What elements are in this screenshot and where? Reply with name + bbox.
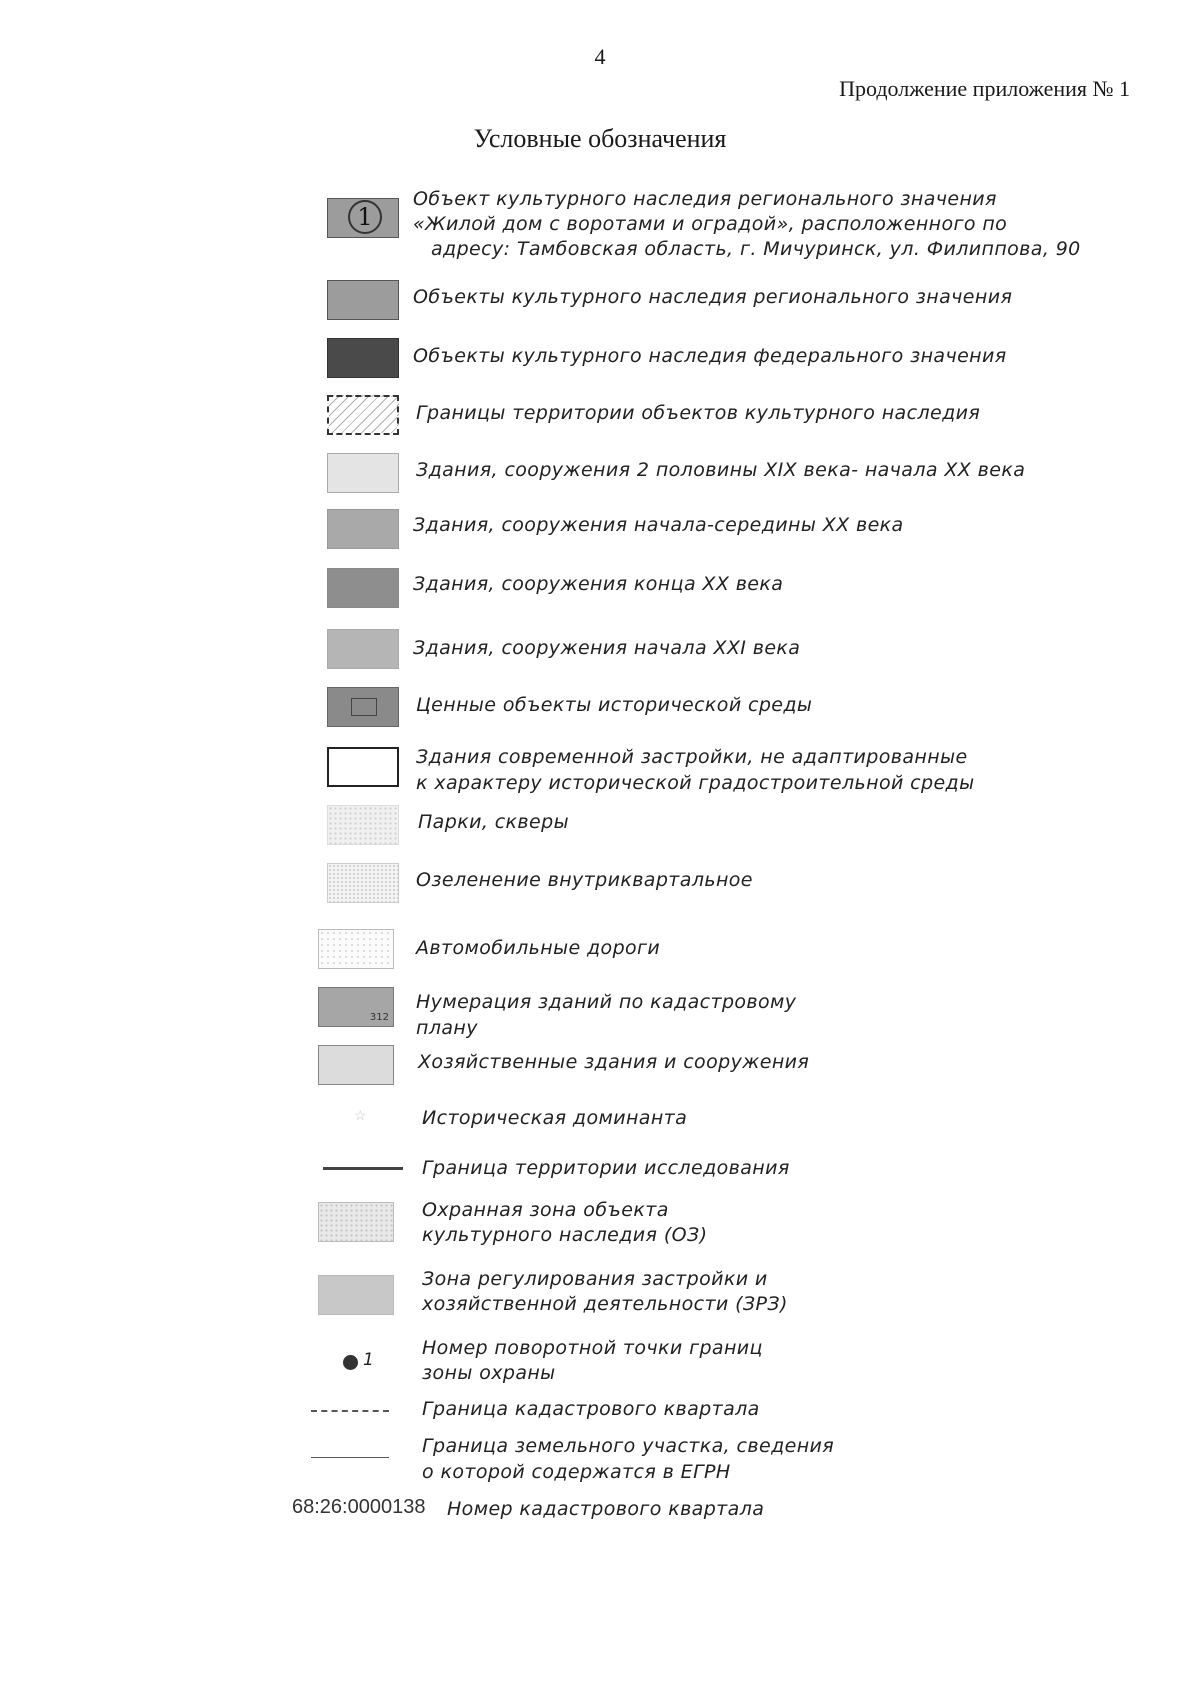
study-boundary-line [323, 1167, 403, 1170]
building-number-sample: 312 [369, 1012, 389, 1023]
regulation-zone-label-line1: Зона регулирования застройки и [422, 1268, 768, 1290]
buildings-21c-label: Здания, сооружения начала XXI века [413, 637, 801, 659]
turning-point-label-line1: Номер поворотной точки границ [422, 1337, 763, 1359]
land-plot-boundary-line [311, 1457, 389, 1458]
territory-bounds-label: Границы территории объектов культурного наследия [416, 402, 981, 424]
heritage-object-label-line1: Объект культурного наследия регионального значения [413, 188, 997, 210]
land-plot-boundary-label-line1: Граница земельного участка, сведения [422, 1435, 835, 1457]
parks-swatch [327, 805, 399, 845]
heritage-object-label-line3: адресу: Тамбовская область, г. Мичуринск, ул. Филиппова, 90 [431, 238, 1081, 260]
regulation-zone-label-line2: хозяйственной деятельности (ЗРЗ) [422, 1293, 788, 1315]
turning-point-number: 1 [363, 1350, 374, 1370]
buildings-19c-swatch [327, 453, 399, 493]
star-icon: ☆ [354, 1109, 367, 1124]
page-number: 4 [594, 44, 606, 69]
modern-buildings-label-line1: Здания современной застройки, не адаптированные [416, 746, 968, 768]
appendix-continuation: Продолжение приложения № 1 [839, 76, 1130, 101]
roads-label: Автомобильные дороги [416, 937, 661, 959]
federal-heritage-swatch [327, 338, 399, 378]
regional-heritage-swatch [327, 280, 399, 320]
dominant-label: Историческая доминанта [422, 1107, 688, 1129]
buildings-20c-end-swatch [327, 568, 399, 608]
valuable-objects-label: Ценные объекты исторической среды [416, 694, 813, 716]
cadastral-quarter-number-label: Номер кадастрового квартала [447, 1498, 765, 1520]
cadastral-numbering-swatch [318, 987, 394, 1027]
study-boundary-label: Граница территории исследования [422, 1157, 790, 1179]
protection-zone-label-line2: культурного наследия (ОЗ) [422, 1224, 708, 1246]
protection-zone-swatch [318, 1202, 394, 1242]
regulation-zone-swatch [318, 1275, 394, 1315]
buildings-20c-mid-swatch [327, 509, 399, 549]
roads-swatch [318, 929, 394, 969]
turning-point-dot-icon [343, 1355, 358, 1370]
object-number-circle: 1 [348, 200, 382, 234]
protection-zone-label-line1: Охранная зона объекта [422, 1199, 669, 1221]
greening-swatch [327, 863, 399, 903]
buildings-20c-end-label: Здания, сооружения конца XX века [413, 573, 784, 595]
cadastral-numbering-label-line2: плану [416, 1017, 478, 1039]
regional-heritage-label: Объекты культурного наследия регионального значения [413, 286, 1013, 308]
buildings-21c-swatch [327, 629, 399, 669]
valuable-objects-swatch [327, 687, 399, 727]
buildings-20c-mid-label: Здания, сооружения начала-середины XX века [413, 514, 904, 536]
household-buildings-label: Хозяйственные здания и сооружения [418, 1051, 810, 1073]
cadastral-quarter-boundary-line [311, 1410, 389, 1412]
heritage-object-label-line2: «Жилой дом с воротами и оградой», расположенного по [413, 213, 1008, 235]
household-buildings-swatch [318, 1045, 394, 1085]
buildings-19c-label: Здания, сооружения 2 половины XIX века- начала XX века [416, 459, 1026, 481]
heritage-object-symbol [327, 198, 399, 238]
federal-heritage-label: Объекты культурного наследия федерального значения [413, 345, 1007, 367]
cadastral-numbering-label-line1: Нумерация зданий по кадастровому [416, 991, 797, 1013]
valuable-marker-box [351, 698, 377, 716]
turning-point-label-line2: зоны охраны [422, 1362, 556, 1384]
modern-buildings-swatch [327, 747, 399, 787]
modern-buildings-label-line2: к характеру исторической градостроительной среды [416, 772, 975, 794]
parks-label: Парки, скверы [418, 811, 569, 833]
territory-bounds-swatch [327, 395, 399, 435]
greening-label: Озеленение внутриквартальное [416, 869, 753, 891]
cadastral-quarter-code: 68:26:0000138 [292, 1496, 426, 1518]
cadastral-quarter-boundary-label: Граница кадастрового квартала [422, 1398, 760, 1420]
land-plot-boundary-label-line2: о которой содержатся в ЕГРН [422, 1461, 731, 1483]
legend-title: Условные обозначения [473, 124, 727, 153]
